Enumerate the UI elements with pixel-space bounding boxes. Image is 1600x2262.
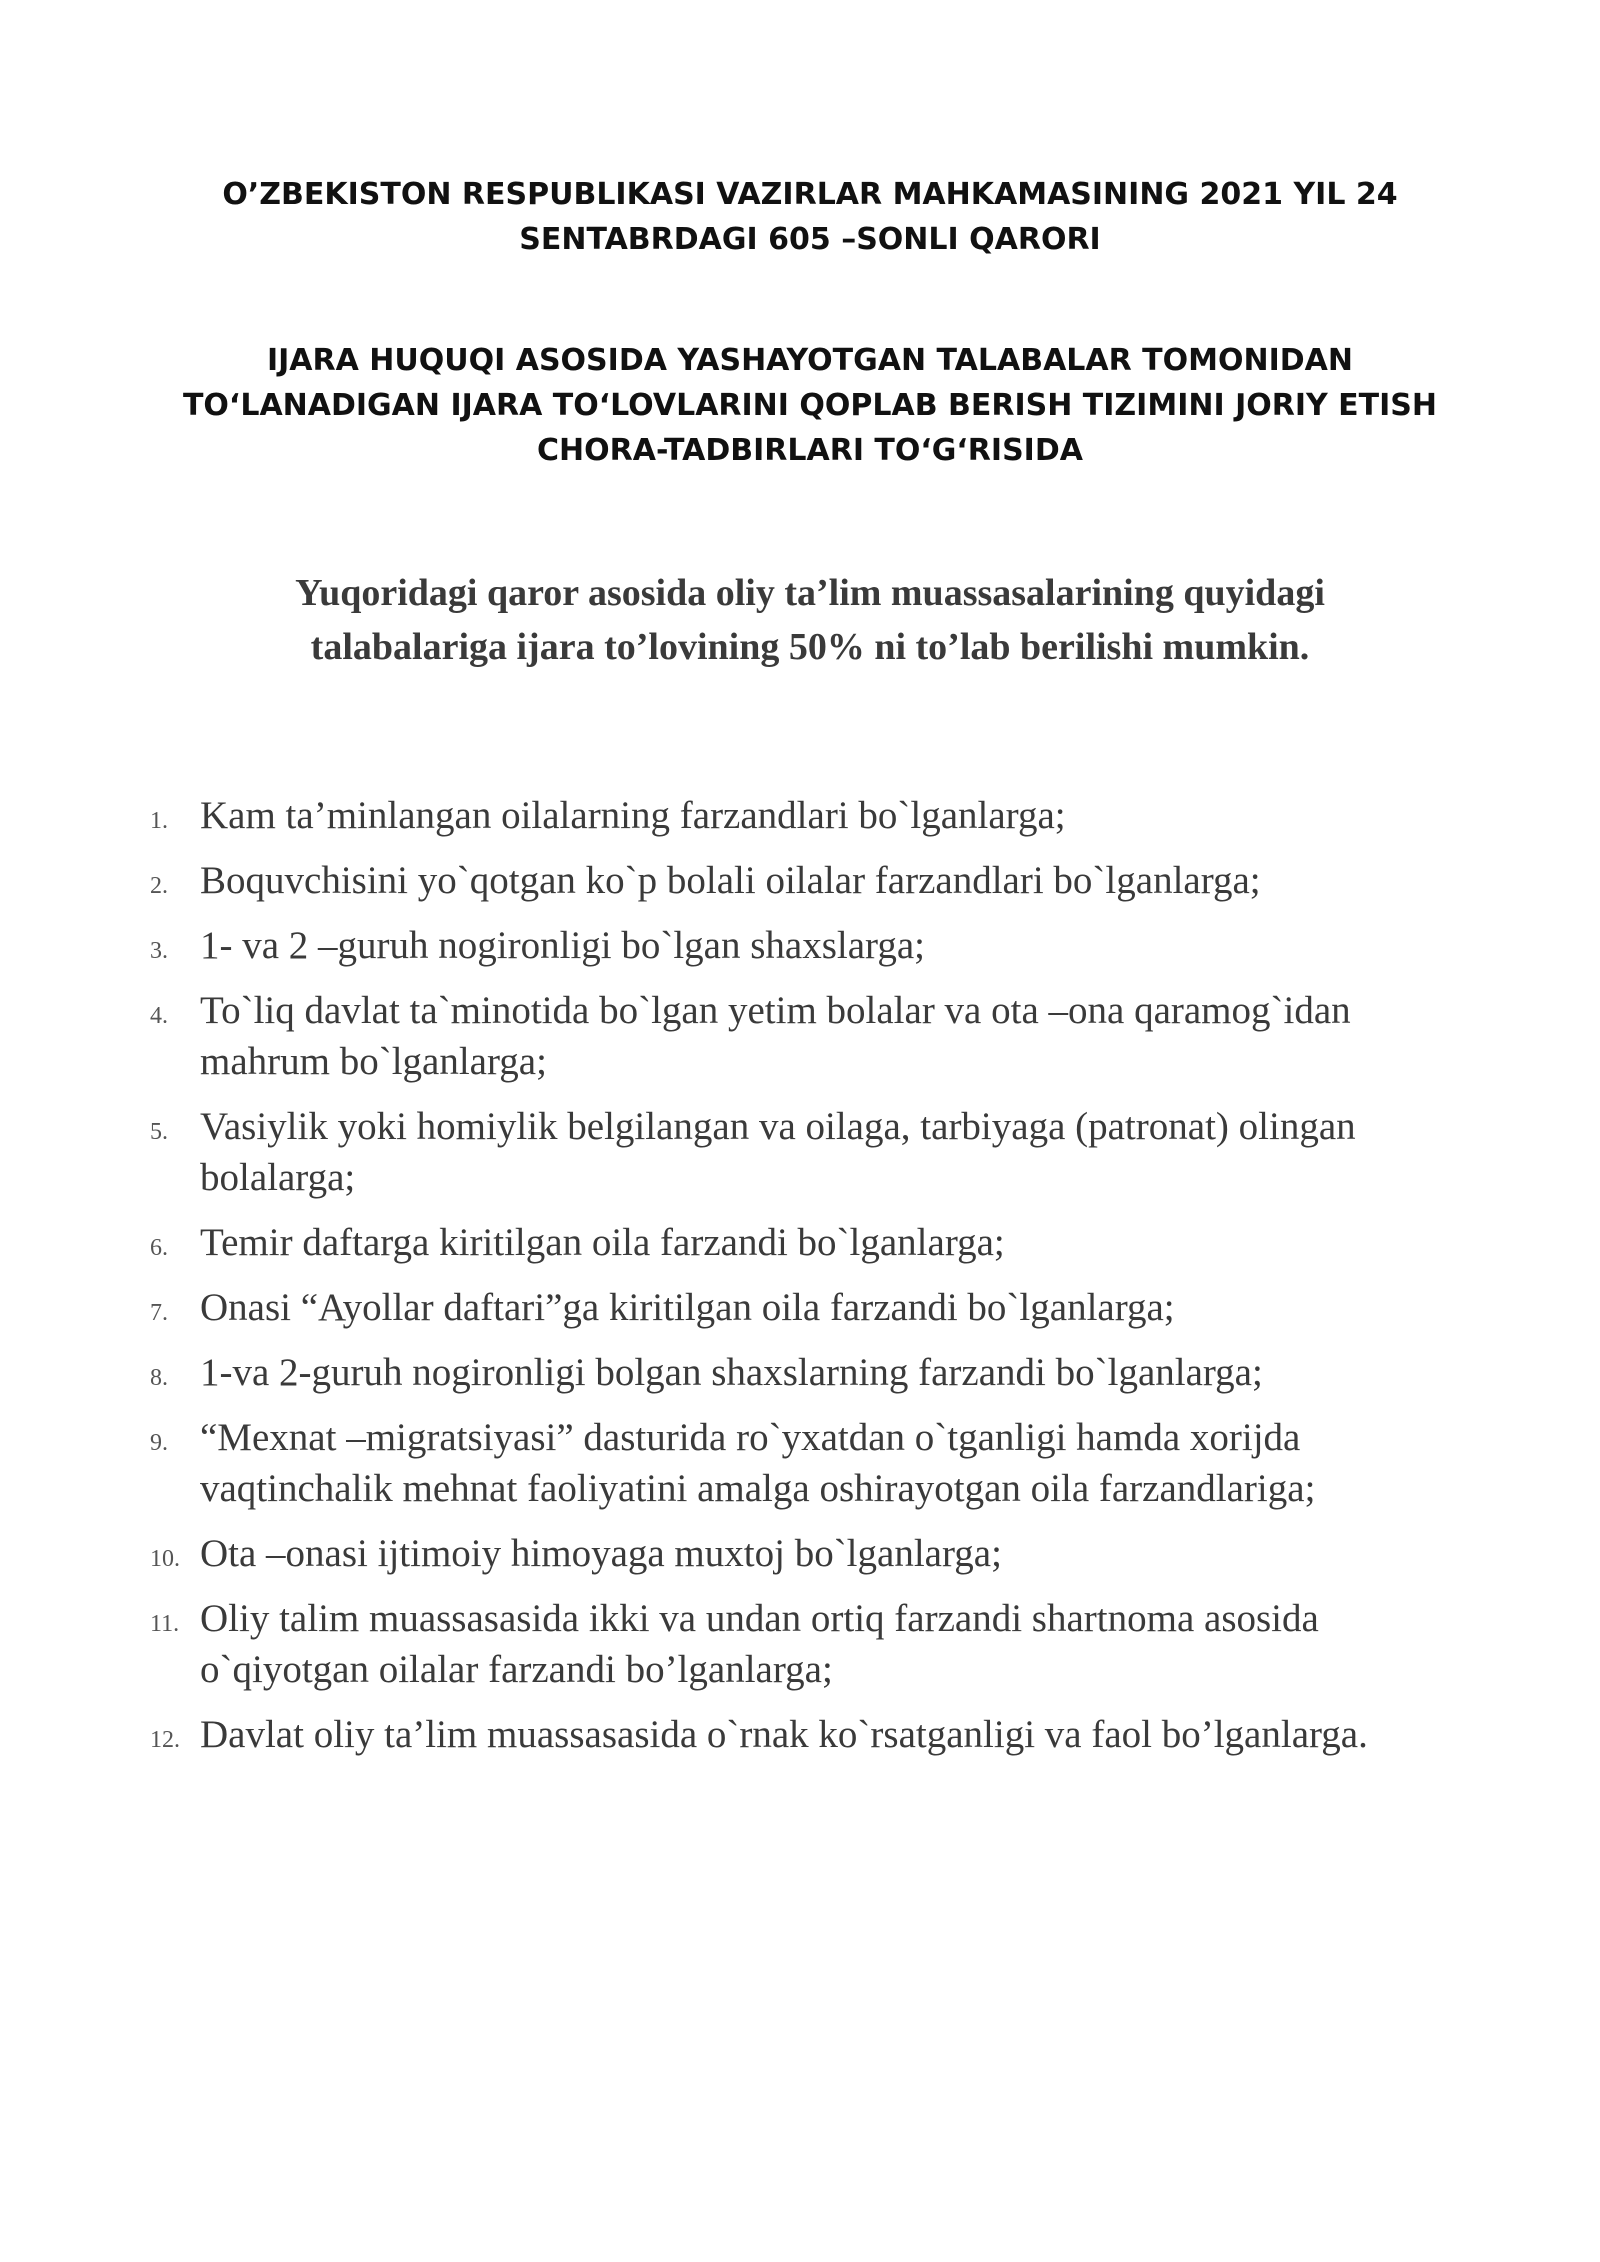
decree-subject-line: CHORA-TADBIRLARI TO‘G‘RISIDA bbox=[537, 433, 1083, 468]
list-item-text: 1- va 2 –guruh nogironligi bo`lgan shaxslarga; bbox=[200, 924, 925, 967]
list-item bbox=[150, 1528, 1490, 1579]
list-item-text: Kam ta’minlangan oilalarning farzandlari bo`lganlarga; bbox=[200, 794, 1066, 837]
list-item bbox=[150, 855, 1490, 906]
intro-line: talabalariga ijara to’lovining 50% ni to’lab berilishi mumkin. bbox=[310, 626, 1310, 668]
list-item-number: 8. bbox=[150, 1365, 168, 1391]
list-item bbox=[150, 1347, 1490, 1398]
list-item-text: Boquvchisini yo`qotgan ko`p bolali oilalar farzandlari bo`lganlarga; bbox=[200, 859, 1261, 902]
list-item bbox=[150, 1593, 1490, 1695]
list-item-text: Temir daftarga kiritilgan oila farzandi bo`lganlarga; bbox=[200, 1221, 1005, 1264]
list-item-number: 10. bbox=[150, 1546, 180, 1572]
list-item bbox=[150, 985, 1490, 1087]
intro-paragraph bbox=[150, 566, 1470, 674]
list-item-number: 2. bbox=[150, 873, 168, 899]
list-item-text: Oliy talim muassasasida ikki va undan ortiq farzandi shartnoma asosida o`qiyotgan oilalar farzandi bo’lganlarga; bbox=[200, 1597, 1319, 1691]
decree-title bbox=[140, 172, 1480, 262]
decree-subject-line: IJARA HUQUQI ASOSIDA YASHAYOTGAN TALABALAR TOMONIDAN bbox=[266, 343, 1354, 378]
eligibility-list bbox=[150, 790, 1490, 1774]
decree-subject-line: TO‘LANADIGAN IJARA TO‘LOVLARINI QOPLAB BERISH TIZIMINI JORIY ETISH bbox=[182, 388, 1438, 423]
list-item-text: 1-va 2-guruh nogironligi bolgan shaxslarning farzandi bo`lganlarga; bbox=[200, 1351, 1263, 1394]
decree-subject bbox=[140, 338, 1480, 473]
list-item-number: 7. bbox=[150, 1300, 168, 1326]
list-item bbox=[150, 920, 1490, 971]
list-item bbox=[150, 790, 1490, 841]
list-item-number: 1. bbox=[150, 808, 168, 834]
list-item-text: Vasiylik yoki homiylik belgilangan va oilaga, tarbiyaga (patronat) olingan bolalarga; bbox=[200, 1105, 1356, 1199]
decree-title-line: O’ZBEKISTON RESPUBLIKASI VAZIRLAR MAHKAMASINING 2021 YIL 24 bbox=[222, 177, 1398, 212]
list-item-number: 11. bbox=[150, 1611, 180, 1637]
list-item-text: Onasi “Ayollar daftari”ga kiritilgan oila farzandi bo`lganlarga; bbox=[200, 1286, 1175, 1329]
list-item-number: 12. bbox=[150, 1727, 180, 1753]
list-item-number: 3. bbox=[150, 938, 168, 964]
list-item-text: Ota –onasi ijtimoiy himoyaga muxtoj bo`lganlarga; bbox=[200, 1532, 1002, 1575]
list-item-number: 9. bbox=[150, 1430, 168, 1456]
decree-title-line: SENTABRDAGI 605 –SONLI QARORI bbox=[519, 222, 1101, 257]
list-item-number: 6. bbox=[150, 1235, 168, 1261]
list-item bbox=[150, 1217, 1490, 1268]
list-item bbox=[150, 1101, 1490, 1203]
list-item bbox=[150, 1282, 1490, 1333]
intro-line: Yuqoridagi qaror asosida oliy ta’lim muassasalarining quyidagi bbox=[295, 572, 1325, 614]
list-item bbox=[150, 1709, 1490, 1760]
list-item bbox=[150, 1412, 1490, 1514]
list-item-text: To`liq davlat ta`minotida bo`lgan yetim bolalar va ota –ona qaramog`idan mahrum bo`lganlarga; bbox=[200, 989, 1351, 1083]
list-item-number: 5. bbox=[150, 1119, 168, 1145]
list-item-text: “Mexnat –migratsiyasi” dasturida ro`yxatdan o`tganligi hamda xorijda vaqtinchalik mehnat faoliyatini amalga oshirayotgan oila farzandlariga; bbox=[200, 1416, 1316, 1510]
list-item-number: 4. bbox=[150, 1003, 168, 1029]
list-item-text: Davlat oliy ta’lim muassasasida o`rnak ko`rsatganligi va faol bo’lganlarga. bbox=[200, 1713, 1368, 1756]
